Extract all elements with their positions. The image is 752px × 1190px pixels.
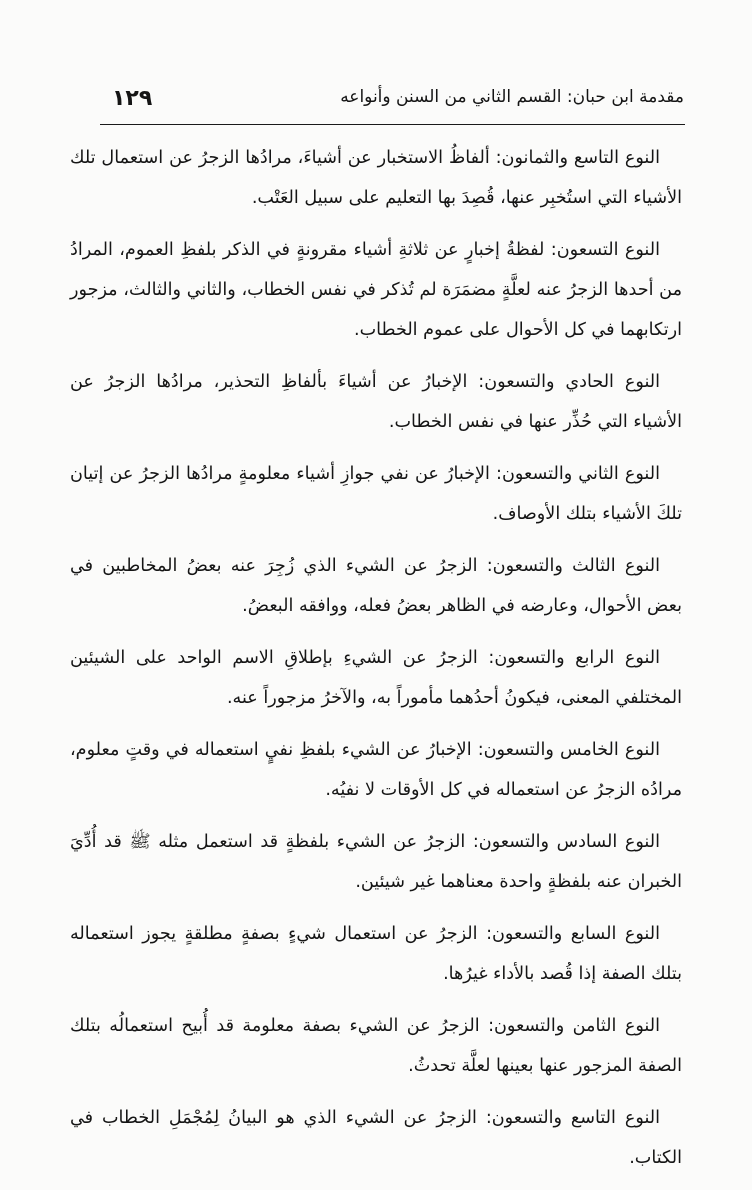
type-label: النوع الحادي والتسعون: <box>478 372 661 392</box>
type-description: الزجرُ عن الشيء الذي زُجِرَ عنه بعضُ المخاطبين في بعض الأحوال، وعارضه في الظاهر بعضُ فعله، ووافقه البعضُ. <box>70 556 682 616</box>
type-label: النوع الثاني والتسعون: <box>496 464 660 484</box>
paragraph-type-99 <box>70 1098 682 1178</box>
page-header <box>104 84 684 116</box>
type-description: الزجرُ عن الشيء الذي هو البيانُ لِمُجْمَلِ الخطاب في الكتاب. <box>70 1108 682 1168</box>
paragraph-type-90 <box>70 230 682 350</box>
type-label: النوع الثالث والتسعون: <box>486 556 660 576</box>
paragraph-type-91 <box>70 362 682 442</box>
paragraph-type-94 <box>70 638 682 718</box>
type-description: الزجرُ عن استعمال شيءٍ بصفةٍ مطلقةٍ يجوز استعماله بتلك الصفة إذا قُصد بالأداء غيرُها. <box>70 924 682 984</box>
paragraph-type-95 <box>70 730 682 810</box>
paragraph-type-89 <box>70 138 682 218</box>
type-description: الزجرُ عن الشيء بلفظةٍ قد استعمل مثله ﷺ قد أُدِّيَ الخبران عنه بلفظةٍ واحدة معناهما غير شيئين. <box>70 832 682 892</box>
type-label: النوع الخامس والتسعون: <box>477 740 660 760</box>
type-label: النوع السابع والتسعون: <box>486 924 660 944</box>
type-description: الإخبارُ عن أشياءَ بألفاظِ التحذير، مرادُها الزجرُ عن الأشياء التي حُذِّر عنها في نفس الخطاب. <box>70 372 682 432</box>
paragraph-type-92 <box>70 454 682 534</box>
paragraph-type-97 <box>70 914 682 994</box>
paragraph-type-96 <box>70 822 682 902</box>
type-label: النوع التاسع والثمانون: <box>495 148 660 168</box>
type-description: الإخبارُ عن الشيء بلفظِ نفيٍ استعماله في وقتٍ معلوم، مرادُه الزجرُ عن استعماله في كل الأوقات لا نفيُه. <box>70 740 682 800</box>
type-description: ألفاظُ الاستخبار عن أشياءَ، مرادُها الزجرُ عن استعمال تلك الأشياء التي استُخبِر عنها، قُصِدَ بها التعليم على سبيل العَتْب. <box>70 148 682 208</box>
type-description: الزجرُ عن الشيء بصفة معلومة قد أُبيح استعمالُه بتلك الصفة المزجور عنها بعينها لعلَّة تحدثُ. <box>70 1016 682 1076</box>
page-body <box>70 138 682 1190</box>
type-label: النوع الثامن والتسعون: <box>488 1016 660 1036</box>
type-label: النوع السادس والتسعون: <box>472 832 660 852</box>
type-description: لفظةُ إخبارٍ عن ثلاثةِ أشياء مقرونةٍ في الذكر بلفظِ العموم، المرادُ من أحدها الزجرُ عنه لعلَّةٍ مضمَرَة لم تُذكر في نفس الخطاب، والثاني والثالث، مزجور ارتكابهما في كل الأحوال على عموم الخطاب. <box>70 240 682 340</box>
page-number: ١٢٩ <box>112 86 153 111</box>
header-rule <box>100 124 685 125</box>
type-label: النوع التاسع والتسعون: <box>485 1108 660 1128</box>
running-title: مقدمة ابن حبان: القسم الثاني من السنن وأنواعه <box>340 87 684 107</box>
type-label: النوع الرابع والتسعون: <box>488 648 661 668</box>
paragraph-type-93 <box>70 546 682 626</box>
type-label: النوع التسعون: <box>550 240 660 260</box>
paragraph-type-98 <box>70 1006 682 1086</box>
type-description: الزجرُ عن الشيءِ بإطلاقِ الاسم الواحد على الشيئين المختلفي المعنى، فيكونُ أحدُهما مأموراً به، والآخرُ مزجوراً عنه. <box>70 648 682 708</box>
type-description: الإخبارُ عن نفي جوازِ أشياء معلومةٍ مرادُها الزجرُ عن إتيان تلكَ الأشياء بتلك الأوصاف. <box>70 464 682 524</box>
